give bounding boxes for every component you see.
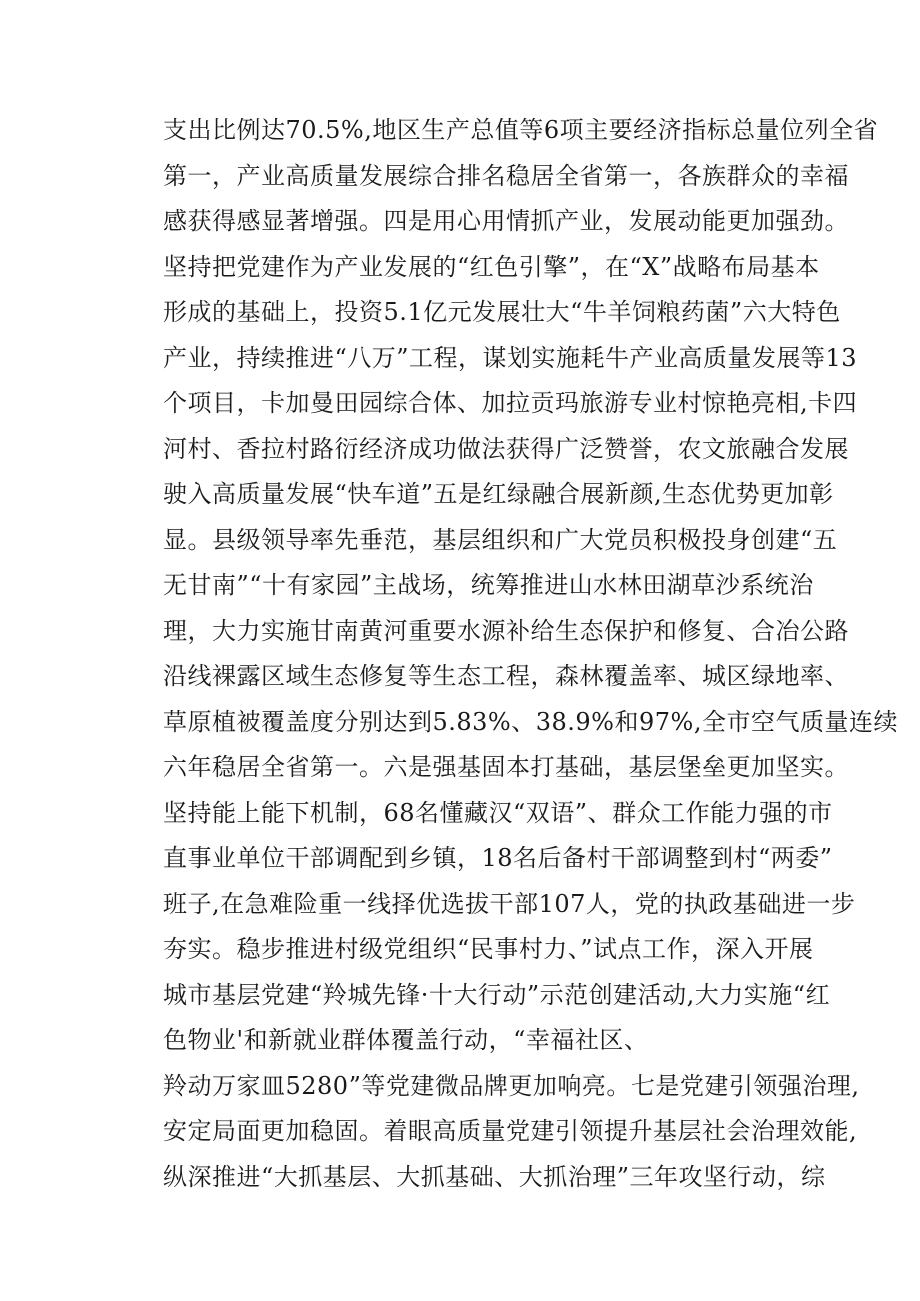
text-line: 羚动万家皿5280”等党建微品牌更加响亮。七是党建引领强治理, (163, 1071, 860, 1100)
text-line: 城市基层党建“羚城先锋·十大行动”示范创建活动,大力实施“红 (163, 980, 831, 1009)
text-line: 安定局面更加稳固。着眼高质量党建引领提升基层社会治理效能, (163, 1117, 858, 1145)
text-line: 个项目，卡加曼田园综合体、加拉贡玛旅游专业村惊艳亮相,卡四 (163, 389, 858, 417)
text-line: 感获得感显著增强。四是用心用情抓产业，发展动能更加强劲。 (163, 207, 849, 235)
text-line: 纵深推进“大抓基层、大抓基础、大抓治理”三年攻坚行动，综 (163, 1162, 826, 1191)
text-line: 坚持把党建作为产业发展的“红色引擎”，在“X”战略布局基本 (163, 252, 820, 281)
text-line: 班子,在急难险重一线择优选拔干部107人，党的执政基础进一步 (163, 889, 856, 918)
text-line: 直事业单位干部调配到乡镇，18名后备村干部调整到村“两委” (163, 844, 833, 872)
text-line: 河村、香拉村路衍经济成功做法获得广泛赞誉，农文旅融合发展 (163, 434, 849, 463)
text-line: 驶入高质量发展“快车道”五是红绿融合展新颜,生态优势更加彰 (163, 480, 834, 508)
text-line: 第一，产业高质量发展综合排名稳居全省第一，各族群众的幸福 (163, 161, 849, 190)
text-line: 沿线裸露区域生态修复等生态工程，森林覆盖率、城区绿地率、 (163, 662, 849, 690)
text-line: 夯实。稳步推进村级党组织“民事村力、”试点工作，深入开展 (163, 935, 814, 963)
text-line: 草原植被覆盖度分别达到5.83%、38.9%和97%,全市空气质量连续 (163, 707, 898, 736)
text-line: 产业，持续推进“八万”工程，谋划实施耗牛产业高质量发展等13 (163, 343, 858, 372)
text-line: 坚持能上能下机制，68名懂藏汉“双语”、群众工作能力强的市 (163, 798, 833, 827)
text-line: 理，大力实施甘南黄河重要水源补给生态保护和修复、合冶公路 (163, 616, 849, 645)
text-line: 支出比例达70.5%,地区生产总值等6项主要经济指标总量位列全省 (163, 116, 879, 144)
text-line: 形成的基础上，投资5.1亿元发展壮大“牛羊饲粮药菌”六大特色 (163, 298, 841, 326)
text-line: 色物业'和新就业群体覆盖行动，“幸福社区、 (163, 1026, 649, 1054)
body-text (163, 108, 898, 1200)
text-line: 显。县级领导率先垂范，基层组织和广大党员积极投身创建“五 (163, 525, 838, 554)
text-line: 无甘南”“十有家园”主战场，统筹推进山水林田湖草沙系统治 (163, 571, 814, 599)
text-line: 六年稳居全省第一。六是强基固本打基础，基层堡垒更加坚实。 (163, 753, 849, 781)
